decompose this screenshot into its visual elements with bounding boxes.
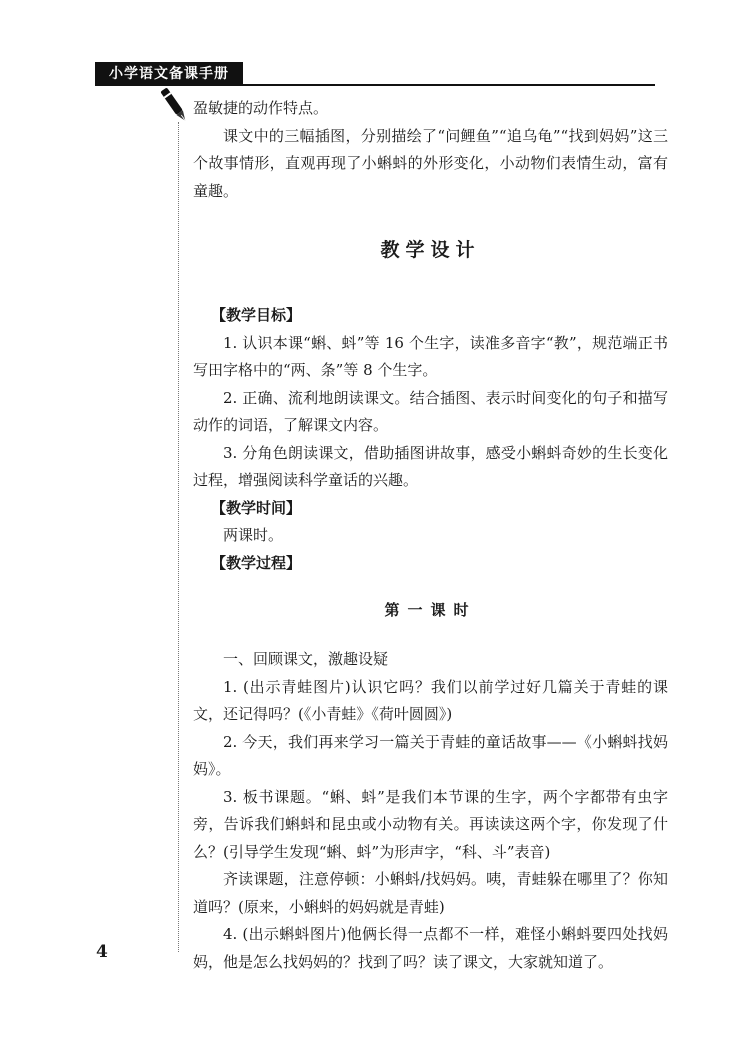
page-number: 4 [96, 942, 108, 962]
goal-item: 2. 正确、流利地朗读课文。结合插图、表示时间变化的句子和描写动作的词语，了解课文内容。 [193, 388, 668, 434]
page-content [193, 95, 668, 976]
process-heading: 【教学过程】 [211, 553, 302, 572]
section-title: 教学设计 [380, 239, 481, 261]
goals-heading: 【教学目标】 [211, 306, 302, 324]
margin-dotted-line [178, 122, 179, 952]
intro-paragraph: 盈敏捷的动作特点。 [193, 99, 329, 117]
lesson-paragraph: 1. (出示青蛙图片)认识它吗？我们以前学过好几篇关于青蛙的课文，还记得吗？(《小青蛙》《荷叶圆圆》) [193, 677, 668, 723]
lesson-paragraph: 4. (出示蝌蚪图片)他俩长得一点都不一样，难怪小蝌蚪要四处找妈妈，他是怎么找妈妈的？找到了吗？读了课文，大家就知道了。 [193, 925, 668, 971]
lesson-paragraph: 齐读课题，注意停顿：小蝌蚪/找妈妈。咦，青蛙躲在哪里了？你知道吗？(原来，小蝌蚪的妈妈就是青蛙) [193, 870, 668, 916]
intro-paragraph: 课文中的三幅插图，分别描绘了“问鲤鱼”“追乌龟”“找到妈妈”这三个故事情形，直观再现了小蝌蚪的外形变化，小动物们表情生动，富有童趣。 [193, 126, 668, 200]
goal-item: 3. 分角色朗读课文，借助插图讲故事，感受小蝌蚪奇妙的生长变化过程，增强阅读科学童话的兴趣。 [193, 443, 668, 489]
header-tab: 小学语文备课手册 [95, 62, 243, 84]
lesson-title: 第一课时 [384, 601, 477, 619]
time-text: 两课时。 [223, 526, 284, 544]
lesson-paragraph: 一、回顾课文，激趣设疑 [223, 650, 389, 668]
goal-item: 1. 认识本课“蝌、蚪”等 16 个生字，读准多音字“教”，规范端正书写田字格中的“两、条”等 8 个生字。 [193, 333, 668, 379]
pen-icon [160, 84, 190, 129]
lesson-paragraph: 3. 板书课题。“蝌、蚪”是我们本节课的生字，两个字都带有虫字旁，告诉我们蝌蚪和昆虫或小动物有关。再读读这两个字，你发现了什么？(引导学生发现“蝌、蚪”为形声字，“科、斗”表音) [193, 787, 668, 861]
time-heading: 【教学时间】 [211, 498, 302, 517]
lesson-paragraph: 2. 今天，我们再来学习一篇关于青蛙的童话故事——《小蝌蚪找妈妈》。 [193, 732, 668, 778]
